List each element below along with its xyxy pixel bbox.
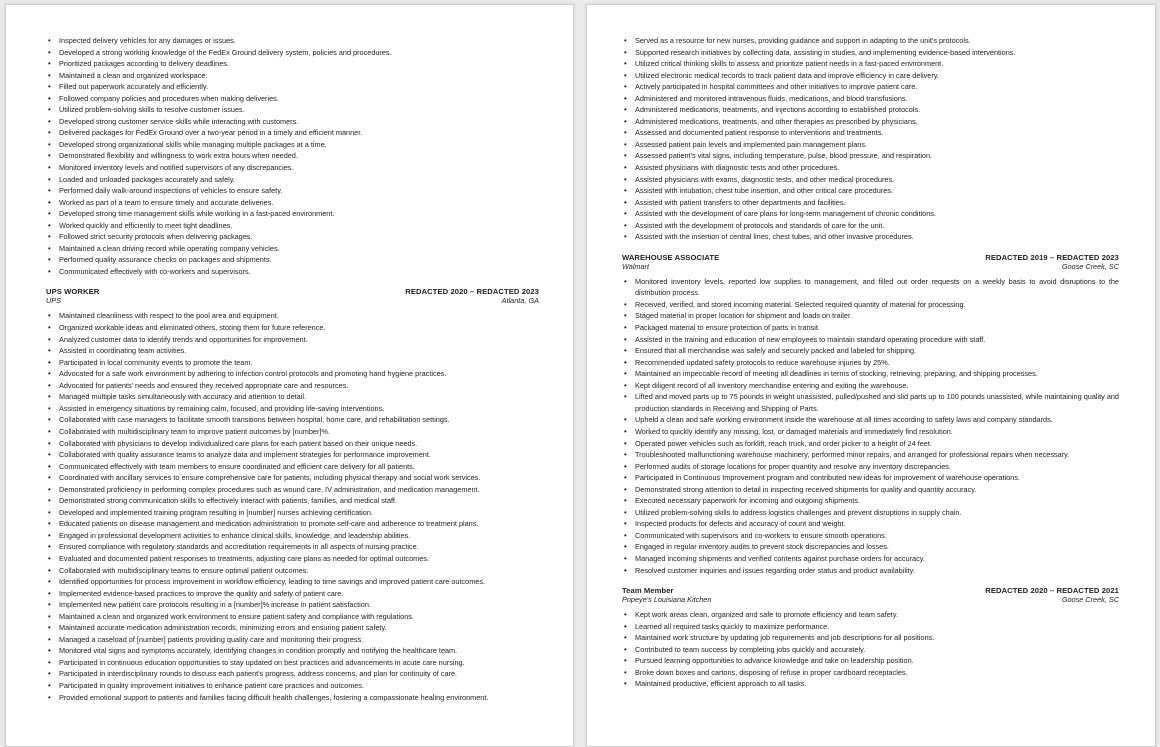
job-company: UPS	[46, 296, 62, 306]
bullet-item: • Coordinated with ancillary services to ensure comprehensive care for patients, including physical therapy and social work services.	[59, 472, 539, 484]
job-company: Popeye's Louisiana Kitchen	[622, 595, 712, 605]
bullet-item: • Worked to quickly identify any missing, lost, or damaged materials and immediately find resolution.	[635, 426, 1119, 438]
bullet-item: • Assisted in the training and education of new employees to maintain standard operating procedure with staff.	[635, 334, 1119, 346]
bullet-item: • Demonstrated proficiency in performing complex procedures such as wound care, IV administration, and medication management.	[59, 484, 539, 496]
bullet-item: • Demonstrated strong communication skills to effectively interact with patients, families, and medical staff.	[59, 495, 539, 507]
bullet-item: • Collaborated with physicians to develop individualized care plans for each patient based on their unique needs.	[59, 438, 539, 450]
bullet-item: • Lifted and moved parts up to 75 pounds in weight unassisted, pulled/pushed and slid parts up to 100 pounds unassisted, while maintaining quality and production standards in Receiving and Shipping of Parts.	[635, 391, 1119, 414]
bullet-item: • Learned all required tasks quickly to maximize performance.	[635, 621, 1119, 633]
bullet-item: • Participated in Continuous Improvement program and contributed new ideas for improvement of warehouse operations.	[635, 472, 1119, 484]
bullet-item: • Provided emotional support to patients and families facing difficult health challenges, fostering a compassionate healing environment.	[59, 692, 539, 704]
bullet-item: • Ensured compliance with regulatory standards and accreditation requirements in all aspects of nursing practice.	[59, 541, 539, 553]
bullet-item: • Utilized critical thinking skills to assess and prioritize patient needs in a fast-paced environment.	[635, 58, 1119, 70]
bullet-list	[622, 609, 1119, 690]
bullet-item: • Assisted physicians with exams, diagnostic tests, and other medical procedures.	[635, 174, 1119, 186]
bullet-item: • Recommended updated safety protocols to reduce warehouse injuries by 25%.	[635, 357, 1119, 369]
job-header	[622, 586, 1119, 595]
job-dates: REDACTED 2020 – REDACTED 2023	[405, 287, 539, 297]
bullet-item: • Assisted with the insertion of central lines, chest tubes, and other invasive procedures.	[635, 231, 1119, 243]
bullet-item: • Advocated for patients' needs and ensured they received appropriate care and resources.	[59, 380, 539, 392]
bullet-item: • Monitored inventory levels and notified supervisors of any discrepancies.	[59, 162, 539, 174]
bullet-item: • Assisted with intubation, chest tube insertion, and other critical care procedures.	[635, 185, 1119, 197]
bullet-list	[46, 310, 539, 703]
bullet-item: • Prioritized packages according to delivery deadlines.	[59, 58, 539, 70]
job-location: Goose Creek, SC	[1061, 261, 1119, 271]
bullet-item: • Participated in continuous education opportunities to stay updated on best practices and advancements in acute care nursing.	[59, 657, 539, 669]
bullet-item: • Upheld a clean and safe working environment inside the warehouse at all times according to safety laws and company standards.	[635, 414, 1119, 426]
bullet-item: • Ensured that all merchandise was safely and securely packed and labeled for shipping.	[635, 345, 1119, 357]
bullet-item: • Communicated effectively with team members to ensure coordinated and efficient care delivery for all patients.	[59, 461, 539, 473]
bullet-item: • Performed quality assurance checks on packages and shipments.	[59, 254, 539, 266]
bullet-item: • Developed a strong working knowledge of the FedEx Ground delivery system, policies and procedures.	[59, 47, 539, 59]
bullet-item: • Managed multiple tasks simultaneously with accuracy and attention to detail.	[59, 391, 539, 403]
bullet-item: • Participated in local community events to promote the team.	[59, 357, 539, 369]
bullet-item: • Developed strong organizational skills while managing multiple packages at a time.	[59, 139, 539, 151]
bullet-item: • Developed strong time management skills while working in a fast-paced environment.	[59, 208, 539, 220]
job-dates: REDACTED 2019 – REDACTED 2023	[985, 252, 1119, 262]
bullet-item: • Worked as part of a team to ensure timely and accurate deliveries.	[59, 197, 539, 209]
bullet-item: • Staged material in proper location for shipment and loads on trailer.	[635, 310, 1119, 322]
bullet-item: • Administered medications, treatments, and other therapies as prescribed by physicians.	[635, 116, 1119, 128]
job-header	[622, 253, 1119, 262]
bullet-item: • Collaborated with quality assurance teams to analyze data and implement strategies for performance improvement.	[59, 449, 539, 461]
bullet-item: • Assisted with the development of care plans for long-term management of chronic conditions.	[635, 208, 1119, 220]
bullet-item: • Assisted in emergency situations by remaining calm, focused, and providing life-saving interventions.	[59, 403, 539, 415]
bullet-item: • Engaged in professional development activities to enhance clinical skills, knowledge, and leadership abilities.	[59, 530, 539, 542]
bullet-item: • Advocated for a safe work environment by adhering to infection control protocols and promoting hand hygiene practices.	[59, 368, 539, 380]
bullet-item: • Assisted physicians with diagnostic tests and other procedures.	[635, 162, 1119, 174]
bullet-item: • Performed audits of storage locations for proper quantity and resolve any inventory discrepancies.	[635, 461, 1119, 473]
bullet-item: • Maintained an impeccable record of meeting all deadlines in terms of stocking, retrieving, preparing, and shipping processes.	[635, 368, 1119, 380]
bullet-item: • Executed necessary paperwork for incoming and outgoing shipments.	[635, 495, 1119, 507]
bullet-item: • Kept diligent record of all inventory merchandise entering and exiting the warehouse.	[635, 380, 1119, 392]
bullet-item: • Maintained work structure by updating job requirements and job descriptions for all positions.	[635, 632, 1119, 644]
job-subheader	[622, 595, 1119, 604]
resume-page-left	[5, 4, 574, 747]
bullet-item: • Assessed and documented patient response to interventions and treatments.	[635, 127, 1119, 139]
bullet-item: • Managed incoming shipments and verified contents against purchase orders for accuracy.	[635, 553, 1119, 565]
job-subheader	[46, 296, 539, 305]
bullet-item: • Organized workable ideas and eliminated others, storing them for future reference.	[59, 322, 539, 334]
bullet-item: • Maintained a clean and organized work environment to ensure patient safety and compliance with regulations.	[59, 611, 539, 623]
job-title: WAREHOUSE ASSOCIATE	[622, 252, 720, 262]
bullet-item: • Analyzed customer data to identify trends and opportunities for improvement.	[59, 334, 539, 346]
bullet-item: • Implemented evidence-based practices to improve the quality and safety of patient care.	[59, 588, 539, 600]
bullet-item: • Maintained a clean driving record while operating company vehicles.	[59, 243, 539, 255]
bullet-item: • Demonstrated strong attention to detail in inspecting received shipments for quality and quantity accuracy.	[635, 484, 1119, 496]
bullet-item: • Maintained accurate medication administration records, minimizing errors and ensuring patient safety.	[59, 622, 539, 634]
bullet-item: • Pursued learning opportunities to advance knowledge and take on leadership position.	[635, 655, 1119, 667]
bullet-item: • Followed strict security protocols when delivering packages.	[59, 231, 539, 243]
bullet-item: • Assisted in coordinating team activities.	[59, 345, 539, 357]
job-subheader	[622, 262, 1119, 271]
bullet-item: • Educated patients on disease management and medication administration to promote self-care and adherence to treatment plans.	[59, 518, 539, 530]
bullet-item: • Utilized problem-solving skills to resolve customer issues.	[59, 104, 539, 116]
job-location: Goose Creek, SC	[1061, 595, 1119, 605]
bullet-item: • Participated in quality improvement initiatives to enhance patient care practices and outcomes.	[59, 680, 539, 692]
bullet-item: • Implemented new patient care protocols resulting in a [number]% increase in patient satisfaction.	[59, 599, 539, 611]
bullet-item: • Delivered packages for FedEx Ground over a two-year period in a timely and efficient manner.	[59, 127, 539, 139]
bullet-item: • Participated in interdisciplinary rounds to discuss each patient's progress, address concerns, and plan for continuity of care.	[59, 668, 539, 680]
bullet-item: • Monitored inventory levels, reported low supplies to management, and filled out order requests on a weekly basis to avoid disruptions to the distribution process.	[635, 276, 1119, 299]
bullet-item: • Supported research initiatives by collecting data, assisting in studies, and implementing evidence-based interventions.	[635, 47, 1119, 59]
bullet-item: • Maintained productive, efficient approach to all tasks.	[635, 678, 1119, 690]
bullet-item: • Administered and monitored intravenous fluids, medications, and blood transfusions.	[635, 93, 1119, 105]
job-title: Team Member	[622, 586, 674, 596]
resume-page-right	[586, 4, 1156, 747]
bullet-item: • Utilized electronic medical records to track patient data and improve efficiency in care delivery.	[635, 70, 1119, 82]
bullet-list	[622, 276, 1119, 576]
bullet-item: • Engaged in regular inventory audits to prevent stock discrepancies and losses.	[635, 541, 1119, 553]
bullet-item: • Evaluated and documented patient responses to treatments, adjusting care plans as needed for optimal outcomes.	[59, 553, 539, 565]
bullet-item: • Managed a caseload of [number] patients providing quality care and monitoring their progress.	[59, 634, 539, 646]
bullet-item: • Broke down boxes and cartons, disposing of refuse in proper cardboard receptacles.	[635, 667, 1119, 679]
bullet-list	[46, 35, 539, 277]
bullet-item: • Assisted with the development of protocols and standards of care for the unit.	[635, 220, 1119, 232]
bullet-item: • Received, verified, and stored incoming material. Selected required quantity of material for processing.	[635, 299, 1119, 311]
bullet-item: • Demonstrated flexibility and willingness to work extra hours when needed.	[59, 150, 539, 162]
bullet-item: • Served as a resource for new nurses, providing guidance and support in adapting to the unit's protocols.	[635, 35, 1119, 47]
bullet-item: • Identified opportunities for process improvement in workflow efficiency, leading to time savings and improved patient care outcomes.	[59, 576, 539, 588]
bullet-item: • Communicated effectively with co-workers and supervisors.	[59, 266, 539, 278]
bullet-item: • Worked quickly and efficiently to meet tight deadlines.	[59, 220, 539, 232]
bullet-item: • Assisted with patient transfers to other departments and facilities.	[635, 197, 1119, 209]
bullet-item: • Troubleshooted malfunctioning warehouse machinery, performed minor repairs, and arranged for professional repairs when necessary.	[635, 449, 1119, 461]
bullet-item: • Inspected delivery vehicles for any damages or issues.	[59, 35, 539, 47]
bullet-item: • Collaborated with case managers to facilitate smooth transitions between hospital, home care, and rehabilitation settings.	[59, 414, 539, 426]
bullet-item: • Packaged material to ensure protection of parts in transit.	[635, 322, 1119, 334]
bullet-item: • Kept work areas clean, organized and safe to promote efficiency and team safety.	[635, 609, 1119, 621]
job-header	[46, 287, 539, 296]
bullet-item: • Utilized problem-solving skills to address logistics challenges and prevent disruptions in supply chain.	[635, 507, 1119, 519]
bullet-item: • Actively participated in hospital committees and other initiatives to improve patient care.	[635, 81, 1119, 93]
bullet-list	[622, 35, 1119, 243]
bullet-item: • Performed daily walk-around inspections of vehicles to ensure safety.	[59, 185, 539, 197]
bullet-item: • Operated power vehicles such as forklift, reach truck, and order picker to a height of 24 feet.	[635, 438, 1119, 450]
bullet-item: • Administered medications, treatments, and injections according to established protocols.	[635, 104, 1119, 116]
bullet-item: • Communicated with supervisors and co-workers to ensure smooth operations.	[635, 530, 1119, 542]
job-company: Walmart	[622, 261, 650, 271]
job-title: UPS WORKER	[46, 287, 100, 297]
job-location: Atlanta, GA	[501, 296, 539, 306]
bullet-item: • Assessed patient pain levels and implemented pain management plans.	[635, 139, 1119, 151]
bullet-item: • Filled out paperwork accurately and efficiently.	[59, 81, 539, 93]
bullet-item: • Contributed to team success by completing jobs quickly and accurately.	[635, 644, 1119, 656]
bullet-item: • Developed and implemented training program resulting in [number] nurses achieving certification.	[59, 507, 539, 519]
bullet-item: • Collaborated with multidisciplinary teams to ensure optimal patient outcomes.	[59, 565, 539, 577]
bullet-item: • Loaded and unloaded packages accurately and safely.	[59, 174, 539, 186]
bullet-item: • Maintained cleanliness with respect to the pool area and equipment.	[59, 310, 539, 322]
bullet-item: • Inspected products for defects and accuracy of count and weight.	[635, 518, 1119, 530]
bullet-item: • Resolved customer inquiries and issues regarding order status and product availability.	[635, 565, 1119, 577]
bullet-item: • Collaborated with multidisciplinary team to improve patient outcomes by [number]%.	[59, 426, 539, 438]
bullet-item: • Monitored vital signs and symptoms accurately, identifying changes in condition promptly and notifying the healthcare team.	[59, 645, 539, 657]
bullet-item: • Maintained a clean and organized workspace.	[59, 70, 539, 82]
bullet-item: • Followed company policies and procedures when making deliveries.	[59, 93, 539, 105]
bullet-item: • Developed strong customer service skills while interacting with customers.	[59, 116, 539, 128]
job-dates: REDACTED 2020 – REDACTED 2021	[985, 586, 1119, 596]
bullet-item: • Assessed patient's vital signs, including temperature, pulse, blood pressure, and respiration.	[635, 150, 1119, 162]
